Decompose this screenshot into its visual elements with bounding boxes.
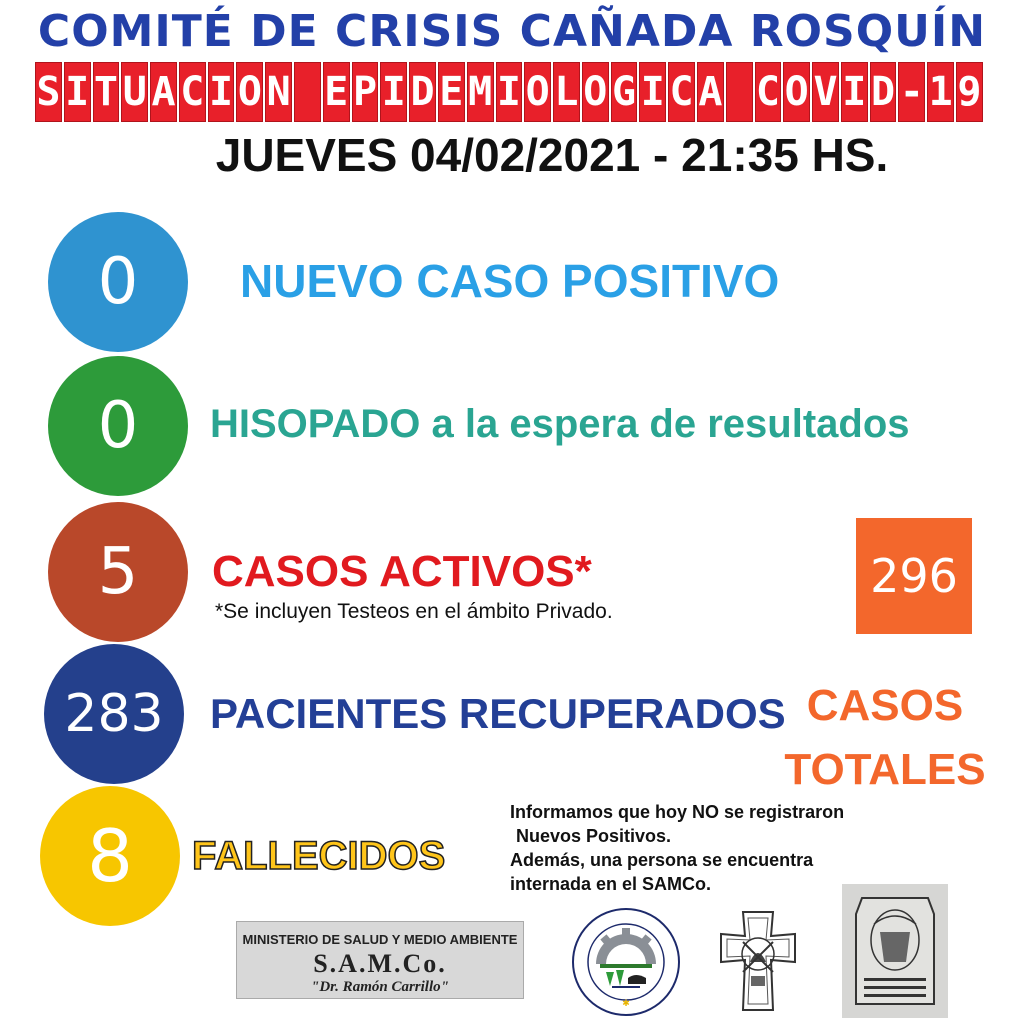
subtitle-banner-letter: D	[409, 62, 436, 122]
subtitle-banner-letter: D	[870, 62, 897, 122]
deaths-label: FALLECIDOS	[192, 834, 446, 878]
total-cases-label-line2: TOTALES	[784, 745, 986, 794]
samco-ministry-text: MINISTERIO DE SALUD Y MEDIO AMBIENTE	[242, 932, 518, 947]
subtitle-banner-letter: E	[323, 62, 350, 122]
subtitle-banner-letter: I	[380, 62, 407, 122]
pending-swabs-circle: 0	[48, 356, 188, 496]
info-line-3: Además, una persona se encuentra	[510, 850, 814, 870]
subtitle-banner-letter	[726, 62, 753, 122]
new-cases-circle: 0	[48, 212, 188, 352]
recovered-circle: 283	[44, 644, 184, 784]
samco-doctor: "Dr. Ramón Carrillo"	[311, 979, 449, 995]
subtitle-banner	[34, 62, 984, 122]
subtitle-banner-letter: E	[438, 62, 465, 122]
subtitle-banner-letter: S	[35, 62, 62, 122]
comuna-seal-icon	[566, 906, 686, 1018]
subtitle-banner-letter: P	[352, 62, 379, 122]
subtitle-banner-letter: O	[236, 62, 263, 122]
subtitle-banner-letter: C	[179, 62, 206, 122]
info-line-2: Nuevos Positivos.	[516, 826, 672, 846]
subtitle-banner-letter: I	[841, 62, 868, 122]
subtitle-banner-letter: O	[582, 62, 609, 122]
total-cases-label-line1: CASOS	[806, 681, 964, 730]
total-cases-label	[770, 674, 1000, 802]
subtitle-banner-letter: C	[668, 62, 695, 122]
svg-text:✱: ✱	[622, 999, 630, 1009]
subtitle-banner-letter: U	[121, 62, 148, 122]
total-cases-box: 296	[856, 518, 972, 634]
deaths-circle: 8	[40, 786, 180, 926]
active-cases-label: CASOS ACTIVOS*	[212, 547, 592, 596]
subtitle-banner-letter: O	[524, 62, 551, 122]
firefighters-seal-icon	[703, 906, 813, 1018]
subtitle-banner-letter: I	[496, 62, 523, 122]
subtitle-banner-letter: 1	[927, 62, 954, 122]
subtitle-banner-letter: I	[64, 62, 91, 122]
info-text	[510, 800, 970, 896]
new-cases-label: NUEVO CASO POSITIVO	[240, 255, 780, 307]
subtitle-banner-letter: G	[611, 62, 638, 122]
subtitle-banner-letter: C	[755, 62, 782, 122]
report-date: JUEVES 04/02/2021 - 21:35 HS.	[215, 129, 889, 181]
subtitle-banner-letter: -	[898, 62, 925, 122]
subtitle-banner-letter	[294, 62, 321, 122]
info-line-1: Informamos que hoy NO se registraron	[510, 802, 845, 822]
active-cases-circle: 5	[48, 502, 188, 642]
subtitle-banner-letter: V	[812, 62, 839, 122]
active-cases-note: *Se incluyen Testeos en el ámbito Privado.	[215, 600, 613, 623]
info-line-4: internada en el SAMCo.	[510, 874, 712, 894]
subtitle-banner-letter: M	[467, 62, 494, 122]
subtitle-banner-letter: I	[208, 62, 235, 122]
page-title: COMITÉ DE CRISIS CAÑADA ROSQUÍN	[37, 6, 987, 57]
subtitle-banner-letter: T	[93, 62, 120, 122]
subtitle-banner-letter: L	[553, 62, 580, 122]
subtitle-banner-letter: O	[783, 62, 810, 122]
subtitle-banner-letter: A	[150, 62, 177, 122]
subtitle-banner-letter: 9	[956, 62, 983, 122]
subtitle-banner-letter: N	[265, 62, 292, 122]
police-stamp-icon	[842, 884, 948, 1018]
subtitle-banner-letter: A	[697, 62, 724, 122]
samco-stamp	[236, 921, 524, 999]
subtitle-banner-letter: I	[639, 62, 666, 122]
pending-swabs-label: HISOPADO a la espera de resultados	[210, 402, 910, 446]
samco-name: S.A.M.Co.	[313, 949, 447, 978]
recovered-label: PACIENTES RECUPERADOS	[210, 690, 786, 737]
